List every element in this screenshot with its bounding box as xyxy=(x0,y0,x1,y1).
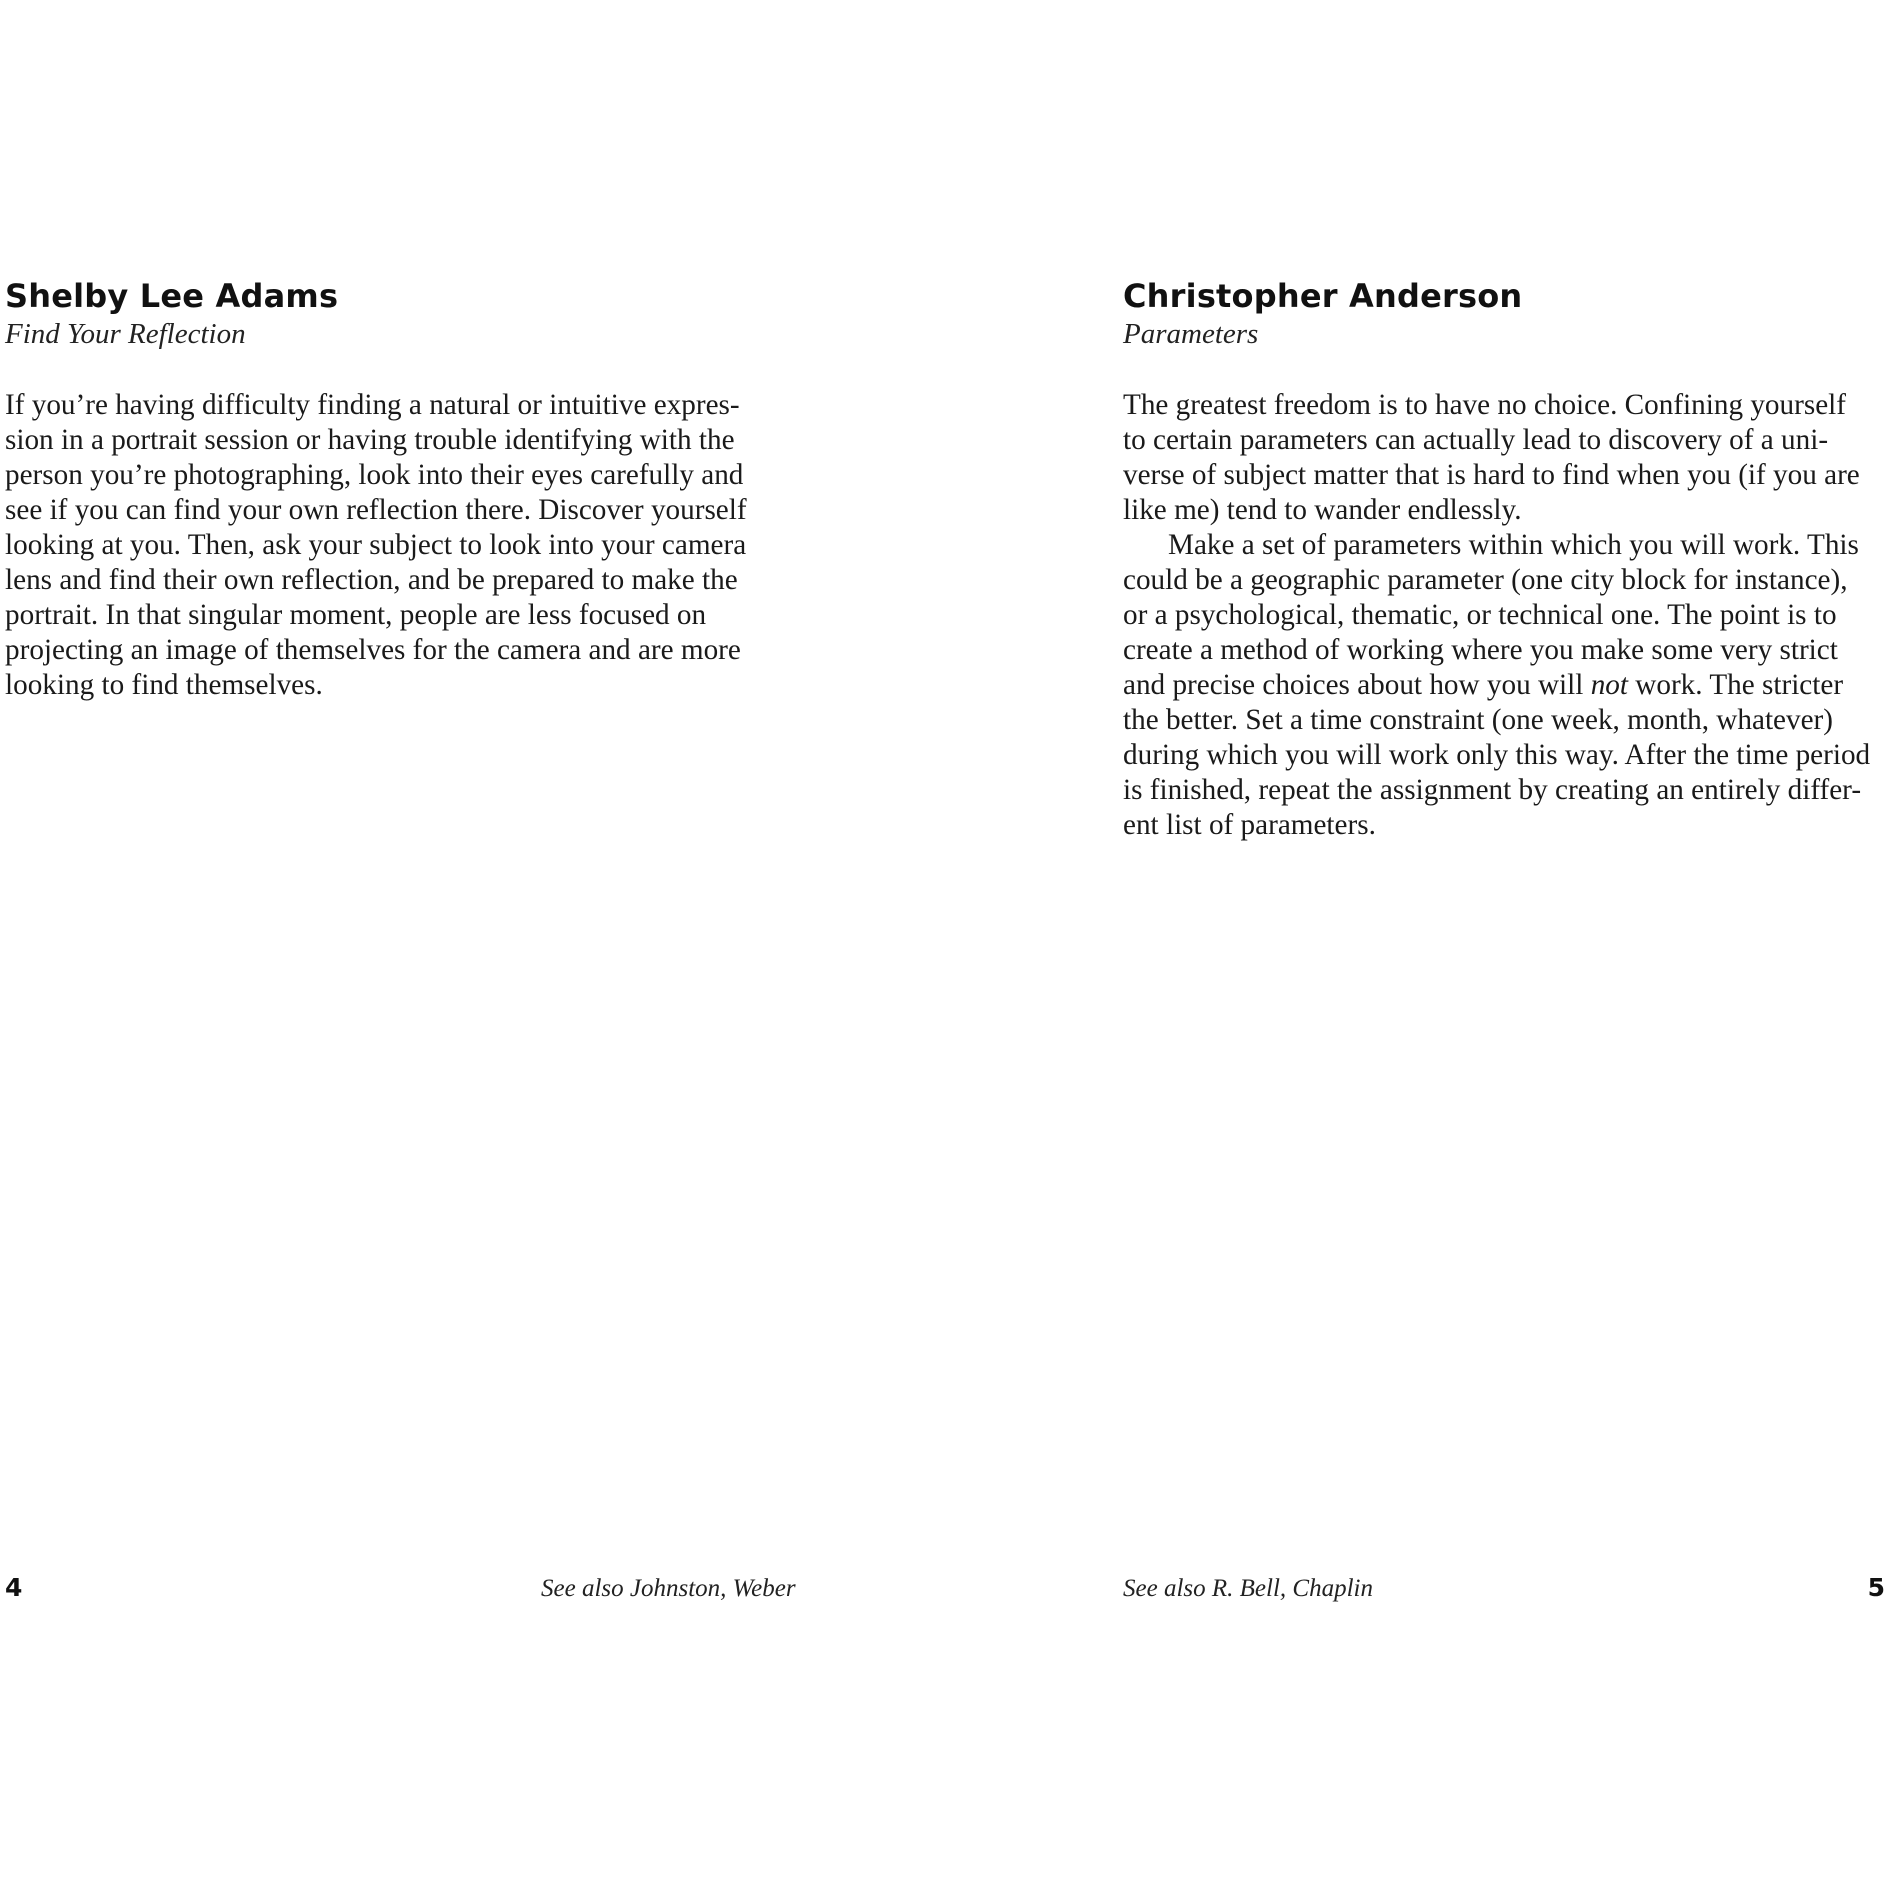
author-name: Shelby Lee Adams xyxy=(5,277,339,315)
text-line: could be a geographic parameter (one city block for instance), xyxy=(1123,564,1848,596)
text-line: is finished, repeat the assignment by creating an entirely differ- xyxy=(1123,774,1862,806)
text-fragment: and precise choices about how you will xyxy=(1123,669,1591,701)
author-name: Christopher Anderson xyxy=(1123,277,1523,315)
text-line: lens and find their own reflection, and be prepared to make the xyxy=(5,564,738,596)
text-line: see if you can find your own reflection there. Discover yourself xyxy=(5,494,747,526)
text-line: verse of subject matter that is hard to find when you (if you are xyxy=(1123,459,1860,491)
text-line: the better. Set a time constraint (one week, month, whatever) xyxy=(1123,704,1833,736)
text-line: portrait. In that singular moment, people are less focused on xyxy=(5,599,707,631)
text-line: looking at you. Then, ask your subject to look into your camera xyxy=(5,529,747,561)
text-line xyxy=(1123,668,1843,703)
text-line: like me) tend to wander endlessly. xyxy=(1123,494,1522,526)
body-paragraph-2 xyxy=(1123,528,1871,843)
page-number: 5 xyxy=(1867,1573,1885,1602)
text-line: to certain parameters can actually lead to discovery of a uni- xyxy=(1123,424,1829,456)
right-page xyxy=(944,0,1888,1888)
text-fragment: work. The stricter xyxy=(1627,669,1844,701)
page-number: 4 xyxy=(5,1573,23,1602)
entry-adams xyxy=(5,276,765,703)
text-line: Make a set of parameters within which you will work. This xyxy=(1168,529,1859,561)
body-paragraph xyxy=(5,388,765,703)
text-line: projecting an image of themselves for the camera and are more xyxy=(5,634,741,666)
see-also-reference: See also R. Bell, Chaplin xyxy=(1123,1575,1373,1602)
text-line: create a method of working where you make some very strict xyxy=(1123,634,1838,666)
text-line: The greatest freedom is to have no choice. Confining yourself xyxy=(1123,389,1846,421)
text-line: looking to find themselves. xyxy=(5,669,323,701)
text-line: sion in a portrait session or having trouble identifying with the xyxy=(5,424,735,456)
see-also-reference: See also Johnston, Weber xyxy=(541,1575,796,1602)
text-line: person you’re photographing, look into their eyes carefully and xyxy=(5,459,744,491)
text-line: ent list of parameters. xyxy=(1123,809,1376,841)
entry-anderson xyxy=(1123,276,1871,843)
text-line: or a psychological, thematic, or technical one. The point is to xyxy=(1123,599,1837,631)
entry-title: Find Your Reflection xyxy=(5,318,246,350)
emphasis-text: not xyxy=(1590,669,1628,701)
body-paragraph-1 xyxy=(1123,388,1860,528)
text-line: during which you will work only this way. After the time period xyxy=(1123,739,1871,771)
text-line: If you’re having difficulty finding a natural or intuitive expres- xyxy=(5,389,740,421)
entry-title: Parameters xyxy=(1123,318,1259,350)
